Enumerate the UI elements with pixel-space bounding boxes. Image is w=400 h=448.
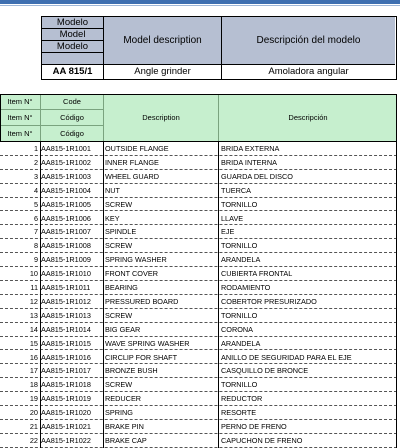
description-header: Description — [104, 94, 219, 142]
part-description: KEY — [105, 213, 120, 223]
item-number: 18 — [29, 380, 38, 390]
part-description: FRONT COVER — [105, 269, 158, 279]
item-number: 14 — [29, 324, 38, 334]
item-number: 15 — [29, 338, 38, 348]
table-row — [0, 309, 397, 323]
column-divider — [40, 142, 41, 448]
top-accent-bar — [0, 0, 400, 4]
part-code: AA815-1R1016 — [41, 352, 91, 362]
model-description-header: Model description — [104, 17, 222, 65]
part-code: AA815-1R1004 — [41, 185, 91, 195]
part-description: SCREW — [105, 199, 133, 209]
part-code: AA815-1R1017 — [41, 366, 91, 376]
item-number: 19 — [29, 394, 38, 404]
column-divider — [218, 142, 219, 448]
model-label: Modelo — [42, 17, 104, 29]
part-code: AA815-1R1009 — [41, 255, 91, 265]
model-description-es-header: Descripción del modelo — [222, 17, 395, 65]
part-description: WHEEL GUARD — [105, 171, 160, 181]
table-row — [0, 351, 397, 365]
part-descripcion: CAPUCHON DE FRENO — [221, 435, 303, 445]
part-descripcion: BRIDA EXTERNA — [221, 144, 280, 153]
code-header: Código — [41, 110, 104, 126]
part-code: AA815-1R1011 — [41, 283, 91, 292]
part-descripcion: RODAMIENTO — [221, 283, 271, 292]
table-row — [0, 378, 397, 392]
item-number: 2 — [33, 157, 38, 167]
table-row — [0, 239, 397, 253]
table-row — [0, 156, 397, 170]
part-descripcion: TORNILLO — [221, 199, 258, 209]
part-descripcion: ARANDELA — [221, 338, 261, 348]
item-number: 9 — [33, 255, 38, 265]
part-code: AA815-1R1014 — [41, 324, 91, 334]
item-number: 3 — [33, 171, 38, 181]
item-number: 7 — [33, 227, 38, 237]
item-header: Item N° — [0, 126, 41, 142]
part-description: INNER FLANGE — [105, 157, 159, 167]
table-row — [0, 267, 397, 281]
item-number: 21 — [29, 422, 38, 431]
item-number: 5 — [33, 199, 38, 209]
part-descripcion: ARANDELA — [221, 255, 261, 265]
part-descripcion: COBERTOR PRESURIZADO — [221, 296, 317, 306]
table-row — [0, 364, 397, 378]
part-code: AA815-1R1007 — [41, 227, 91, 237]
column-divider — [396, 142, 397, 448]
part-descripcion: BRIDA INTERNA — [221, 157, 277, 167]
part-description: PRESSURED BOARD — [105, 296, 179, 306]
part-description: BIG GEAR — [105, 324, 141, 334]
table-row — [0, 225, 397, 239]
part-code: AA815-1R1013 — [41, 310, 91, 320]
table-row — [0, 420, 397, 434]
part-code: AA815-1R1021 — [41, 422, 91, 431]
part-descripcion: TORNILLO — [221, 380, 258, 390]
item-number: 13 — [29, 310, 38, 320]
model-description-es-value: Amoladora angular — [268, 66, 349, 77]
part-descripcion: CUBIERTA FRONTAL — [221, 269, 293, 279]
table-row — [0, 337, 397, 351]
part-description: BRAKE CAP — [105, 435, 147, 445]
item-number: 20 — [29, 408, 38, 418]
item-number: 1 — [33, 144, 38, 153]
part-code: AA815-1R1003 — [41, 171, 91, 181]
part-descripcion: TORNILLO — [221, 241, 258, 251]
part-code: AA815-1R1018 — [41, 380, 91, 390]
table-row — [0, 212, 397, 226]
table-row — [0, 281, 397, 295]
part-code: AA815-1R1012 — [41, 296, 91, 306]
table-row — [0, 406, 397, 420]
table-row — [0, 392, 397, 406]
part-description: SCREW — [105, 310, 133, 320]
part-code: AA815-1R1022 — [41, 435, 91, 445]
part-description: SCREW — [105, 380, 133, 390]
model-label: Model — [42, 29, 104, 41]
item-number: 4 — [33, 185, 38, 195]
model-description-value: Angle grinder — [104, 65, 222, 79]
item-number: 8 — [33, 241, 38, 251]
part-description: WAVE SPRING WASHER — [105, 338, 190, 348]
part-descripcion: GUARDA DEL DISCO — [221, 171, 293, 181]
part-description: SCREW — [105, 241, 133, 251]
item-number: 11 — [30, 283, 38, 292]
table-row — [0, 323, 397, 337]
table-row — [0, 253, 397, 267]
descripcion-header: Descripción — [219, 94, 397, 142]
model-code: AA 815/1 — [42, 65, 104, 79]
part-descripcion: EJE — [221, 227, 235, 237]
model-label-blank — [42, 53, 104, 65]
part-description: BRONZE BUSH — [105, 366, 158, 376]
part-code: AA815-1R1005 — [41, 199, 91, 209]
item-header: Item N° — [0, 110, 41, 126]
part-code: AA815-1R1006 — [41, 213, 91, 223]
part-description: BEARING — [105, 283, 138, 292]
part-description: SPINDLE — [105, 227, 137, 237]
table-row — [0, 170, 397, 184]
part-description: NUT — [105, 185, 120, 195]
part-descripcion: TUERCA — [221, 185, 251, 195]
part-code: AA815-1R1001 — [41, 144, 91, 153]
model-header — [41, 16, 397, 80]
column-divider — [103, 142, 104, 448]
table-row — [0, 295, 397, 309]
model-label: Modelo — [42, 41, 104, 53]
top-accent-line — [0, 5, 400, 6]
code-header: Code — [41, 94, 104, 110]
item-number: 6 — [33, 213, 38, 223]
part-description: REDUCER — [105, 394, 142, 404]
part-code: AA815-1R1015 — [41, 338, 91, 348]
item-number: 10 — [29, 269, 38, 279]
part-descripcion: RESORTE — [221, 408, 257, 418]
item-number: 17 — [29, 366, 38, 376]
table-row — [0, 184, 397, 198]
table-row — [0, 434, 397, 448]
part-description: CIRCLIP FOR SHAFT — [105, 352, 178, 362]
part-description: OUTSIDE FLANGE — [105, 144, 169, 153]
part-code: AA815-1R1008 — [41, 241, 91, 251]
part-descripcion: REDUCTOR — [221, 394, 263, 404]
part-descripcion: CASQUILLO DE BRONCE — [221, 366, 309, 376]
part-descripcion: LLAVE — [221, 213, 244, 223]
part-code: AA815-1R1019 — [41, 394, 91, 404]
item-number: 12 — [29, 296, 38, 306]
part-descripcion: CORONA — [221, 324, 254, 334]
part-code: AA815-1R1020 — [41, 408, 91, 418]
code-header: Código — [41, 126, 104, 142]
part-descripcion: TORNILLO — [221, 310, 258, 320]
part-descripcion: PERNO DE FRENO — [221, 422, 287, 431]
table-row — [0, 142, 397, 156]
item-number: 16 — [29, 352, 38, 362]
table-row — [0, 198, 397, 212]
item-header: Item N° — [0, 94, 41, 110]
part-code: AA815-1R1010 — [41, 269, 91, 279]
item-number: 22 — [29, 435, 38, 445]
part-description: SPRING — [105, 408, 133, 418]
part-description: BRAKE PIN — [105, 422, 144, 431]
part-description: SPRING WASHER — [105, 255, 167, 265]
part-descripcion: ANILLO DE SEGURIDAD PARA EL EJE — [221, 352, 352, 362]
part-code: AA815-1R1002 — [41, 157, 91, 167]
